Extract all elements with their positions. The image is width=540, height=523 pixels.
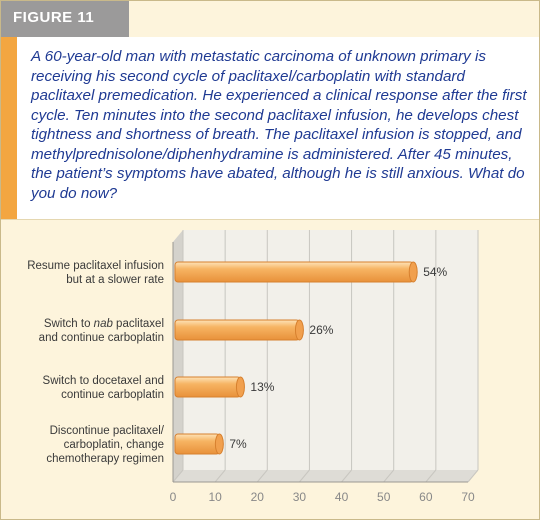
x-tick-label: 10	[208, 490, 222, 504]
bar-chart	[1, 220, 539, 518]
bar-value-label: 7%	[229, 437, 247, 451]
bar-value-label: 13%	[250, 380, 275, 394]
bar-value-label: 54%	[423, 265, 448, 279]
question-panel	[1, 37, 539, 220]
x-tick-label: 0	[169, 490, 177, 504]
x-tick-label: 70	[461, 490, 475, 504]
category-label: Switch to docetaxel and continue carboplatin	[42, 375, 164, 401]
bar-value-label: 26%	[309, 323, 334, 337]
x-tick-label: 60	[419, 490, 433, 504]
category-label: Resume paclitaxel infusion but at a slower rate	[27, 260, 164, 286]
category-label: Discontinue paclitaxel/ carboplatin, change chemotherapy regimen	[46, 425, 164, 465]
question-text: A 60-year-old man with metastatic carcinoma of unknown primary is receiving his second cycle of paclitaxel/carboplatin with standard paclitaxel premedication. He experienced a clinical response after the first cycle. Ten minutes into the second paclitaxel infusion, he develops chest tightness and shortness of breath. The paclitaxel infusion is stopped, and methylprednisolone/diphenhydramine is administered. After 45 minutes, the patient’s symptoms have abated, although he is still anxious. What do you do now?	[31, 48, 527, 202]
x-tick-label: 30	[292, 490, 307, 504]
bar	[175, 320, 299, 340]
bar-cap	[295, 320, 303, 340]
x-tick-label: 20	[250, 490, 264, 504]
bar	[175, 377, 240, 397]
plot-floor	[173, 470, 478, 482]
chart-area	[1, 220, 539, 523]
figure-label: FIGURE 11	[13, 9, 95, 26]
bar-cap	[409, 262, 417, 282]
accent-bar	[1, 37, 17, 219]
bar-cap	[215, 434, 223, 454]
bar-cap	[236, 377, 244, 397]
category-label: Switch to nab paclitaxel and continue carboplatin	[38, 318, 164, 344]
x-tick-label: 40	[334, 490, 349, 504]
bar	[175, 262, 413, 282]
x-tick-label: 50	[377, 490, 391, 504]
figure-tab	[1, 1, 129, 37]
bar	[175, 434, 219, 454]
